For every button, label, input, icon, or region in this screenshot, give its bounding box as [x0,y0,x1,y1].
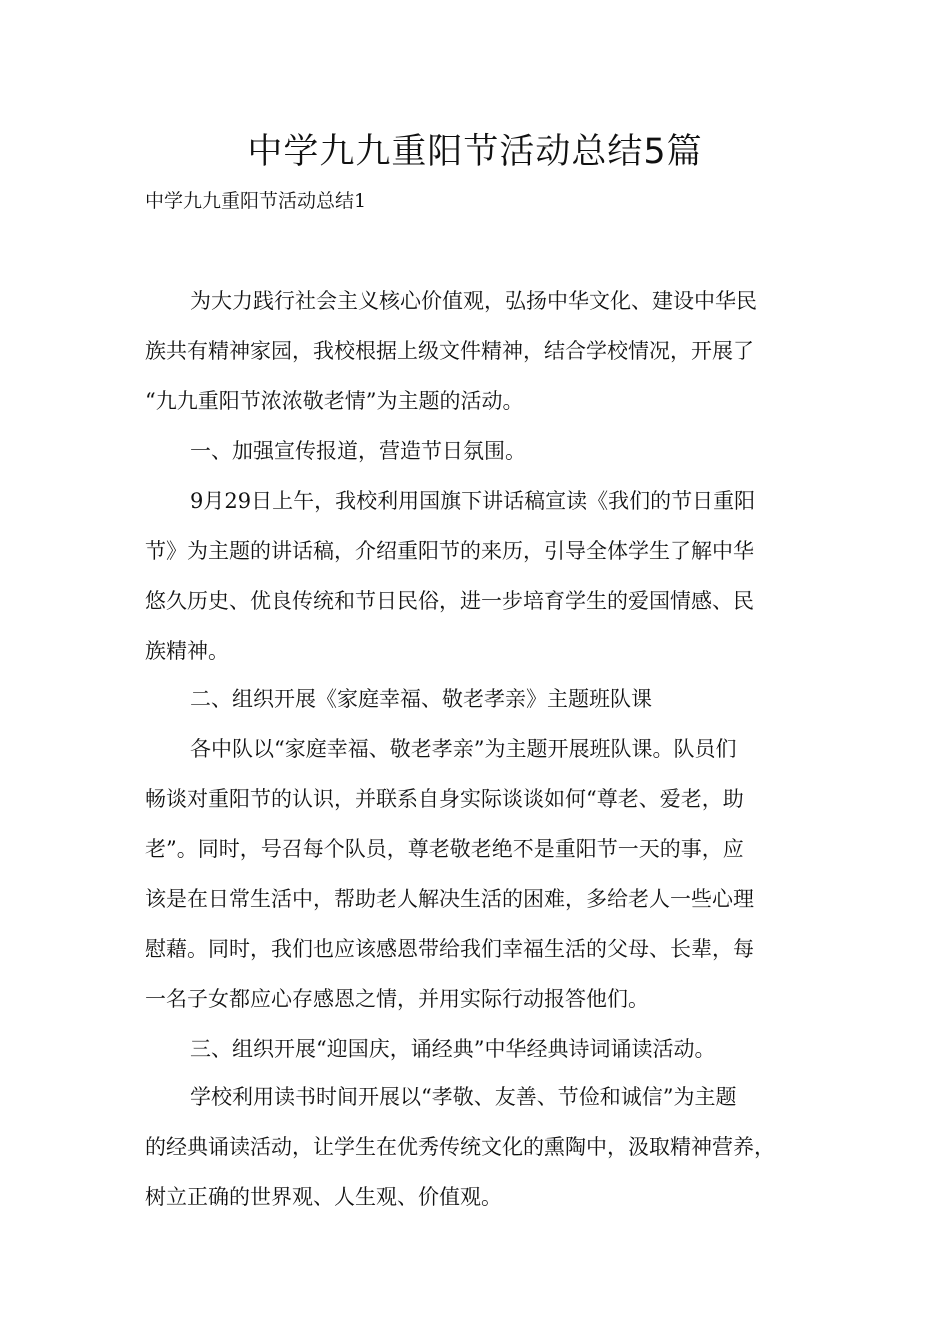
body-line: 畅谈对重阳节的认识，并联系自身实际谈谈如何“尊老、爱老，助 [145,787,744,811]
body-line: 学校利用读书时间开展以“孝敬、友善、节俭和诚信”为主题 [190,1085,737,1109]
section-heading-2: 二、组织开展《家庭幸福、敬老孝亲》主题班队课 [190,687,652,711]
body-line: 的经典诵读活动，让学生在优秀传统文化的熏陶中，汲取精神营养， [145,1135,775,1159]
body-line: “九九重阳节浓浓敬老情”为主题的活动。 [145,389,524,413]
section-heading-3: 三、组织开展“迎国庆，诵经典”中华经典诗词诵读活动。 [190,1037,716,1061]
section-heading-1: 一、加强宣传报道，营造节日氛围。 [190,439,526,463]
body-line: 树立正确的世界观、人生观、价值观。 [145,1185,502,1209]
body-line: 9月29日上午，我校利用国旗下讲话稿宣读《我们的节日重阳 [190,489,756,513]
body-line: 为大力践行社会主义核心价值观，弘扬中华文化、建设中华民 [190,289,757,313]
body-line: 该是在日常生活中，帮助老人解决生活的困难，多给老人一些心理 [145,887,754,911]
body-line: 族共有精神家园，我校根据上级文件精神，结合学校情况，开展了 [145,339,754,363]
section-subtitle: 中学九九重阳节活动总结1 [145,190,367,212]
body-line: 节》为主题的讲话稿，介绍重阳节的来历，引导全体学生了解中华 [145,539,754,563]
body-line: 悠久历史、优良传统和节日民俗，进一步培育学生的爱国情感、民 [145,589,754,613]
document-title: 中学九九重阳节活动总结5篇 [247,132,703,172]
body-line: 各中队以“家庭幸福、敬老孝亲”为主题开展班队课。队员们 [190,737,737,761]
body-line: 慰藉。同时，我们也应该感恩带给我们幸福生活的父母、长辈，每 [145,937,754,961]
body-line: 族精神。 [145,639,229,663]
body-line: 老”。同时，号召每个队员，尊老敬老绝不是重阳节一天的事，应 [145,837,744,861]
body-line: 一名子女都应心存感恩之情，并用实际行动报答他们。 [145,987,649,1011]
